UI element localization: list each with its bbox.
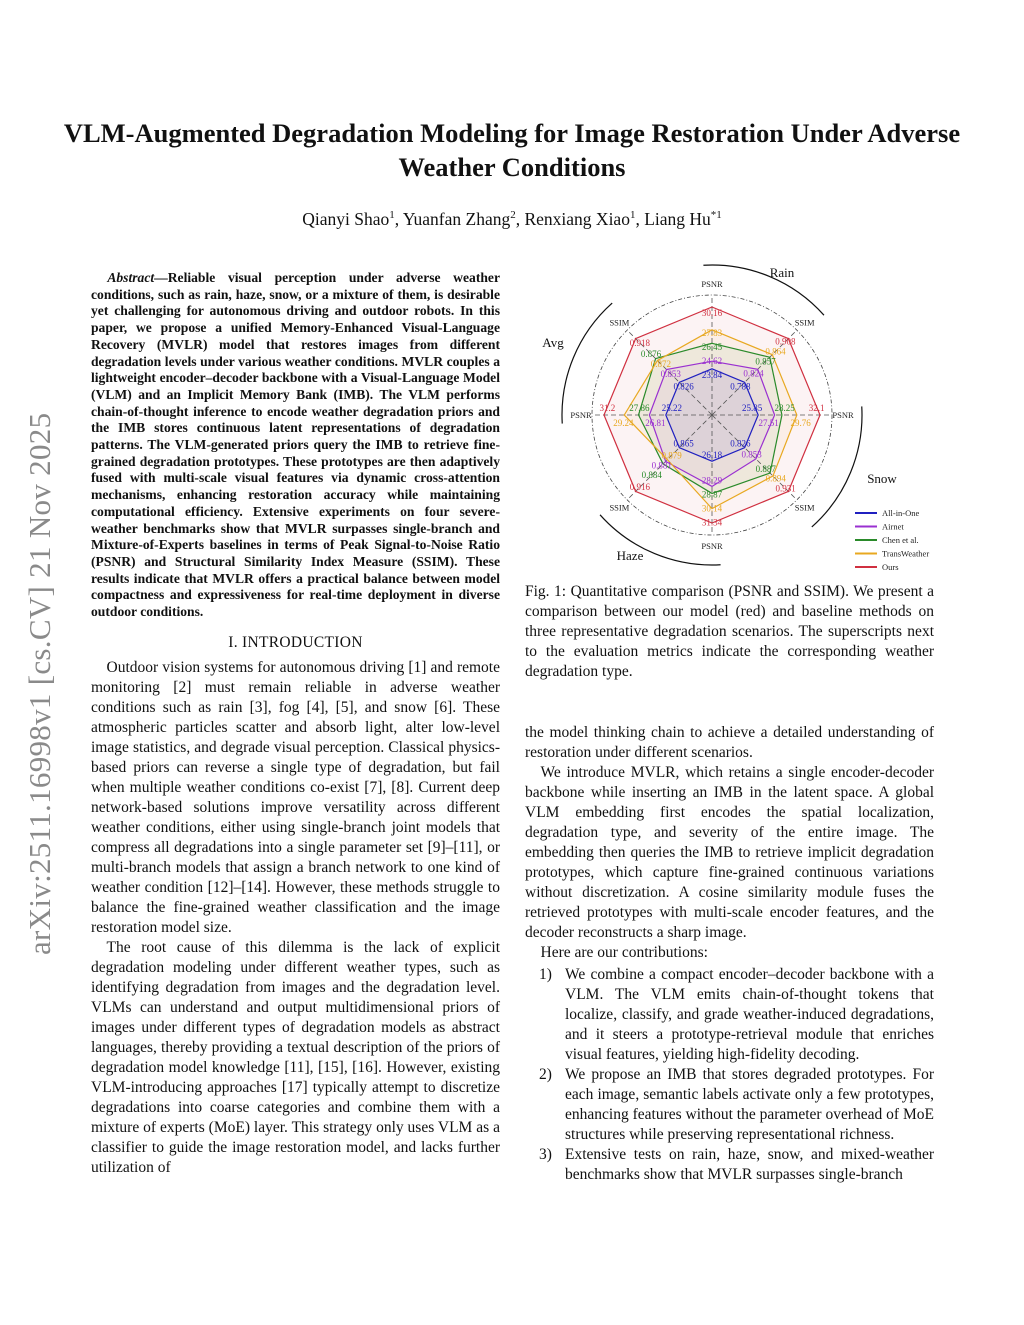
author: Liang Hu$^{*1}$	[644, 209, 722, 229]
data-label: 0.788	[730, 381, 751, 392]
data-label: 26.18	[701, 450, 723, 461]
legend-label: Ours	[882, 562, 899, 572]
data-label: 30.14	[701, 503, 723, 514]
legend-label: All-in-One	[882, 508, 920, 518]
data-label: 26.81	[645, 418, 666, 428]
data-label: 0.826	[730, 438, 751, 449]
data-label: 0.853	[660, 368, 681, 379]
author-list: Qianyi Shao$^1$, Yuanfan Zhang$^2$, Renxiang Xiao$^1$, Liang Hu$^{*1}$	[302, 209, 722, 229]
axis-label-psnr: PSNR	[701, 541, 723, 551]
axis-label-ssim: SSIM	[794, 317, 815, 328]
group-label-snow: Snow	[867, 471, 897, 486]
data-label: 27.86	[629, 403, 650, 413]
contribution-item	[525, 965, 934, 1065]
item-text: We combine a compact encoder–decoder backbone with a VLM. The VLM emits chain-of-thought tokens that localize, classify, and grade weather-induced degradations, and it steers a prototype-retrieval module that enriches visual features, yielding high-fidelity decoding.	[565, 966, 934, 1063]
data-label: 0.916	[629, 482, 651, 493]
legend-label: Chen et al.	[882, 535, 919, 545]
axis-label-ssim: SSIM	[794, 502, 815, 513]
data-label: 26.45	[701, 341, 723, 352]
data-label: 0.918	[629, 337, 651, 348]
paper-title: VLM-Augmented Degradation Modeling for Image Restoration Under Adverse Weather Conditions	[63, 118, 961, 182]
abstract-text: —Reliable visual perception under adverse weather conditions, such as rain, haze, snow, or a mixture of them, is desirable yet challenging for autonomous driving and outdoor robots. In this paper, we propose a unified Memory-Enhanced Visual-Language Recovery (MVLR) model that restores images from different degradation levels under various weather conditions. MVLR couples a lightweight encoder–decoder backbone with a Visual-Language Model (VLM) and an Implicit Memory Bank (IMB). The VLM performs chain-of-thought inference to encode weather degradation priors and the IMB stores continuous latent representations of degradation patterns. The VLM-generated priors query the IMB to retrieve fine-grained degradation prototypes. These prototypes are then adaptively fused with multi-scale visual features via dynamic cross-attention mechanisms, enhancing restoration accuracy while maintaining computational efficiency. Extensive experiments on four severe-weather benchmarks show that MVLR surpasses single-branch and Mixture-of-Experts baselines in terms of Peak Signal-to-Noise Ratio (PSNR) and Structural Similarity Index Measure (SSIM). These results indicate that MVLR offers a practical balance between model compactness and expressiveness for real-time deployment in diverse outdoor conditions.	[91, 270, 500, 620]
group-label-haze: Haze	[616, 548, 644, 563]
group-label-avg: Avg	[542, 335, 564, 350]
data-label: 0.824	[743, 368, 764, 379]
item-text: We propose an IMB that stores degraded prototypes. For each image, semantic labels activate only a few prototypes, enhancing features without the parameter overhead of MoE structures while preserving representational richness.	[565, 1066, 934, 1143]
data-label: 0.826	[673, 381, 694, 392]
data-label: 0.884	[641, 470, 662, 481]
data-label: 29.24	[613, 418, 634, 428]
data-label: 0.931	[775, 483, 796, 494]
data-label: 0.864	[765, 346, 786, 357]
data-label: 25.85	[742, 403, 763, 413]
author-affiliation: *1	[710, 209, 722, 222]
left-column	[91, 270, 500, 1178]
axis-label-ssim: SSIM	[609, 502, 630, 513]
author: Renxiang Xiao$^1$	[524, 209, 636, 229]
right-paragraph-3: Here are our contributions:	[540, 944, 708, 961]
data-label: 31.34	[701, 517, 723, 528]
data-label: 30.16	[701, 308, 723, 318]
data-label: 0.881	[651, 460, 672, 471]
axis-label-ssim: SSIM	[609, 317, 630, 328]
right-paragraph-2: We introduce MVLR, which retains a single encoder-decoder backbone while inserting an IMB in the latent space. A global VLM embedding first encodes the spatial localization, degradation type, and severity of the entire image. The embedding then queries the IMB to retrieve implicit degradation prototypes, which capture fine-grained continuous variations without discretization. A cosine similarity module fuses the retrieved prototypes with multi-scale encoder features, and the decoder reconstructs a sharp image.	[525, 764, 934, 941]
axis-label-psnr: PSNR	[701, 279, 723, 289]
data-label: 0.865	[673, 438, 694, 449]
item-number: 2)	[539, 1066, 552, 1083]
data-label: 24.62	[701, 355, 723, 366]
author-affiliation: 2	[510, 209, 516, 222]
data-label: 0.894	[765, 473, 786, 484]
author-affiliation: 1	[629, 209, 636, 222]
data-label: 0.879	[661, 450, 682, 461]
legend-label: TransWeather	[882, 548, 930, 559]
data-label: 0.887	[755, 463, 776, 474]
data-label: 0.908	[775, 336, 796, 347]
radar-chart	[525, 262, 945, 572]
legend-label: Airnet	[882, 521, 904, 532]
data-label: 0.872	[650, 358, 671, 369]
data-label: 28.87	[701, 489, 723, 500]
data-label: 0.876	[640, 348, 662, 359]
right-paragraph-1: the model thinking chain to achieve a detailed understanding of restoration under different scenarios.	[525, 724, 934, 761]
data-label: 23.84	[701, 369, 723, 380]
data-label: 31.2	[599, 403, 616, 413]
arxiv-identifier[interactable]: arXiv:2511.16998v1 [cs.CV] 21 Nov 2025	[22, 412, 57, 955]
axis-label-psnr: PSNR	[832, 410, 854, 420]
right-column	[525, 723, 934, 1185]
group-arc-snow	[812, 406, 862, 527]
intro-paragraph-2: The root cause of this dilemma is the lack of explicit degradation modeling under different weather types, such as identifying degradation from images and the degradation level. VLMs can understand and output multidimensional priors of images under different types of degradation models as abstract languages, thereby providing a textual description of the priors of degradation model knowledge [11], [15], [16]. However, existing VLM-introducing approaches [17] typically attempt to discretize degradations into coarse categories and combine them with a mixture of experts (MoE) layer. This strategy only uses VLM as a classifier to guide the image restoration model, and lacks further utilization of	[91, 938, 500, 1176]
data-label: 0.853	[741, 449, 762, 460]
axis-label-psnr: PSNR	[570, 410, 592, 420]
data-label: 27.51	[758, 418, 779, 428]
data-label: 27.83	[701, 327, 723, 338]
item-text: Extensive tests on rain, haze, snow, and mixed-weather benchmarks show that MVLR surpasses single-branch	[565, 1146, 934, 1183]
figure-1-caption: Fig. 1: Quantitative comparison (PSNR and SSIM). We present a comparison between our model (red) and baseline methods on three representative degradation scenarios. The superscripts next to the evaluation metrics indicate the corresponding weather degradation type.	[525, 583, 934, 680]
data-label: 29.76	[790, 418, 811, 428]
section-heading-introduction: I. INTRODUCTION	[228, 633, 363, 651]
author: Yuanfan Zhang$^2$	[402, 209, 516, 229]
item-number: 1)	[539, 966, 552, 983]
abstract	[91, 270, 500, 621]
figure-caption	[525, 582, 934, 682]
contribution-list	[525, 965, 934, 1185]
data-label: 28.29	[701, 475, 723, 486]
author-affiliation: 1	[389, 209, 395, 222]
data-label: 25.22	[661, 403, 682, 413]
contribution-item	[525, 1145, 934, 1185]
data-label: 0.857	[755, 356, 776, 367]
data-label: 28.25	[774, 403, 795, 413]
item-number: 3)	[539, 1146, 552, 1163]
group-label-rain: Rain	[769, 265, 795, 280]
author: Qianyi Shao$^1$	[302, 209, 395, 229]
data-label: 32.1	[808, 403, 825, 413]
intro-paragraph-1: Outdoor vision systems for autonomous driving [1] and remote monitoring [2] must remain reliable in adverse weather conditions such as rain [3], fog [4], [5], and snow [6]. These atmospheric particles scatter and absorb light, alter low-level image statistics, and degrade visual perception. Classical physics-based priors can reverse a single type of degradation, but fail when multiple weather conditions co-exist [7], [8]. Current deep network-based solutions improve versatility across different weather conditions, either using single-branch joint models that compress all degradations into a single parameter set [9]–[11], or multi-branch models that assign a branch network to one kind of weather condition [12]–[14]. However, these methods struggle to balance the fine-grained weather classification and the image restoration model size.	[91, 658, 500, 936]
contribution-item	[525, 1065, 934, 1145]
abstract-label: Abstract	[107, 270, 155, 285]
